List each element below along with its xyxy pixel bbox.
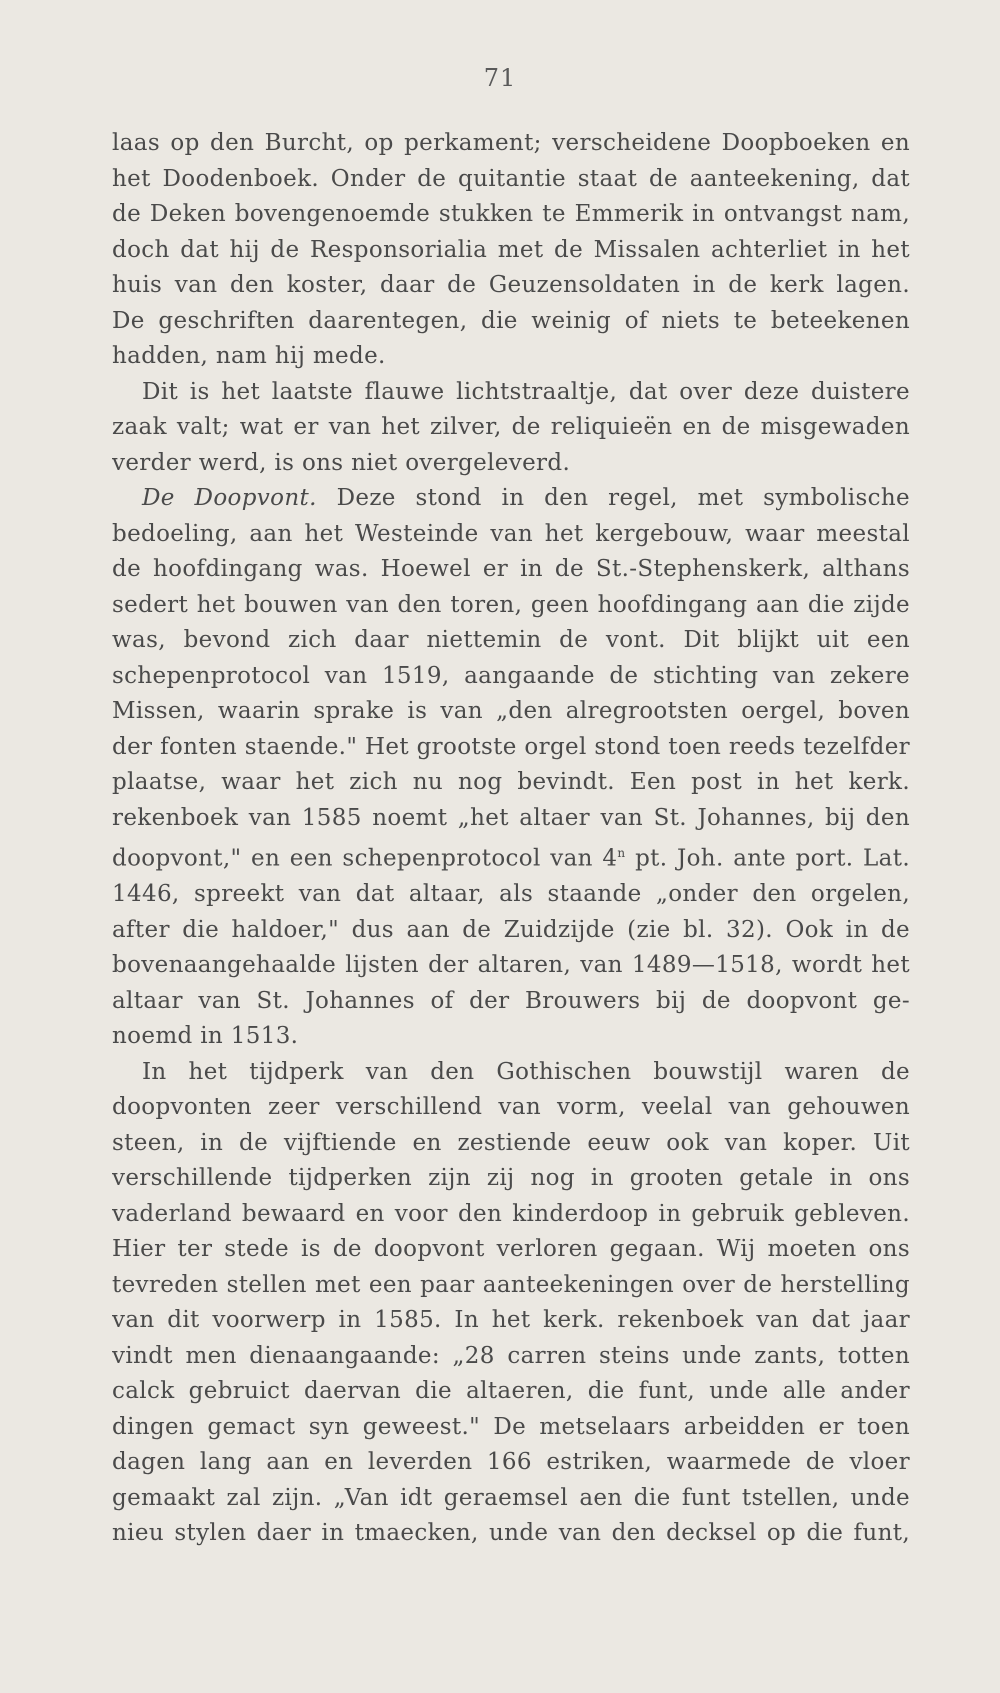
text-line: doch dat hij de Responsorialia met de Missalen achterliet in het: [112, 236, 910, 263]
paragraph-1: [112, 126, 910, 375]
superscript: n: [617, 846, 626, 860]
body-text: [112, 126, 910, 1552]
text-line: bovenaangehaalde lijsten der altaren, van 1489—1518, wordt het: [112, 952, 910, 979]
text-line: de Deken bovengenoemde stukken te Emmerik in ontvangst nam,: [112, 201, 910, 227]
text-line: In het tijdperk van den Gothischen bouwstijl waren de: [142, 1058, 910, 1085]
page-number: 71: [483, 64, 517, 92]
text-line: gemaakt zal zijn. „Van idt geraemsel aen die funt tstellen, unde: [112, 1484, 910, 1511]
text-line: der fonten staende." Het grootste orgel stond toen reeds tezelfder: [112, 733, 910, 760]
paragraph-4: [112, 1055, 910, 1552]
text-line-with-superscript: [112, 836, 910, 877]
text-line: rekenboek van 1585 noemt „het altaer van St. Johannes, bij den: [112, 804, 910, 831]
text-line: huis van den koster, daar de Geuzensoldaten in de kerk lagen.: [112, 272, 910, 298]
text-line-fragment: Deze stond in den regel, met symbolische: [336, 485, 910, 511]
text-line: tevreden stellen met een paar aanteekeningen over de herstelling: [112, 1271, 910, 1298]
text-line: after die haldoer," dus aan de Zuidzijde (zie bl. 32). Ook in de: [112, 916, 910, 943]
text-line-fragment: pt. Joh. ante port. Lat.: [625, 845, 910, 872]
section-heading: De Doopvont.: [142, 485, 317, 511]
text-line: schepenprotocol van 1519, aangaande de stichting van zekere: [112, 662, 910, 689]
text-line: steen, in de vijftiende en zestiende eeuw ook van koper. Uit: [112, 1129, 910, 1156]
text-line: de hoofdingang was. Hoewel er in de St.-Stephenskerk, althans: [112, 556, 910, 582]
text-line: verschillende tijdperken zijn zij nog in grooten getale in ons: [112, 1165, 910, 1192]
text-line: De geschriften daarentegen, die weinig of niets te beteekenen: [112, 307, 910, 334]
text-line: 1446, spreekt van dat altaar, als staande „onder den orgelen,: [112, 881, 910, 908]
text-line: het Doodenboek. Onder de quitantie staat de aanteekening, dat: [112, 165, 910, 192]
text-line: dagen lang aan en leverden 166 estriken, waarmede de vloer: [112, 1449, 910, 1476]
text-line: Missen, waarin sprake is van „den alregrootsten oergel, boven: [112, 698, 910, 724]
text-line: plaatse, waar het zich nu nog bevindt. Een post in het kerk.: [112, 769, 910, 795]
text-line: vindt men dienaangaande: „28 carren steins unde zants, totten: [112, 1342, 910, 1369]
text-line: van dit voorwerp in 1585. In het kerk. rekenboek van dat jaar: [112, 1307, 910, 1334]
text-line: dingen gemact syn geweest." De metselaars arbeidden er toen: [112, 1413, 910, 1440]
text-line: sedert het bouwen van den toren, geen hoofdingang aan die zijde: [112, 591, 910, 618]
text-line: vaderland bewaard en voor den kinderdoop in gebruik gebleven.: [112, 1200, 910, 1227]
text-line: was, bevond zich daar niettemin de vont. Dit blijkt uit een: [112, 627, 910, 653]
text-line-fragment: doopvont," en een schepenprotocol van 4: [112, 845, 618, 872]
text-line: Dit is het laatste flauwe lichtstraaltje, dat over deze duistere: [142, 378, 910, 405]
text-line: bedoeling, aan het Westeinde van het kergebouw, waar meestal: [112, 520, 910, 547]
text-line: doopvonten zeer verschillend van vorm, veelal van gehouwen: [112, 1094, 910, 1121]
text-line: nieu stylen daer in tmaecken, unde van den decksel op die funt,: [112, 1520, 910, 1547]
paragraph-2: [112, 375, 910, 482]
paragraph-3: [112, 481, 910, 1055]
text-line: verder werd, is ons niet overgeleverd.: [112, 449, 571, 476]
text-line-with-heading: [112, 481, 910, 517]
text-line: altaar van St. Johannes of der Brouwers bij de doopvont ge-: [112, 987, 910, 1014]
text-line: calck gebruict daervan die altaeren, die funt, unde alle ander: [112, 1378, 910, 1405]
text-line: laas op den Burcht, op perkament; verscheidene Doopboeken en: [112, 130, 910, 156]
text-line: Hier ter stede is de doopvont verloren gegaan. Wij moeten ons: [112, 1236, 910, 1263]
text-line: zaak valt; wat er van het zilver, de reliquieën en de misgewaden: [112, 414, 910, 440]
text-line: noemd in 1513.: [112, 1023, 299, 1050]
text-line: hadden, nam hij mede.: [112, 343, 386, 369]
